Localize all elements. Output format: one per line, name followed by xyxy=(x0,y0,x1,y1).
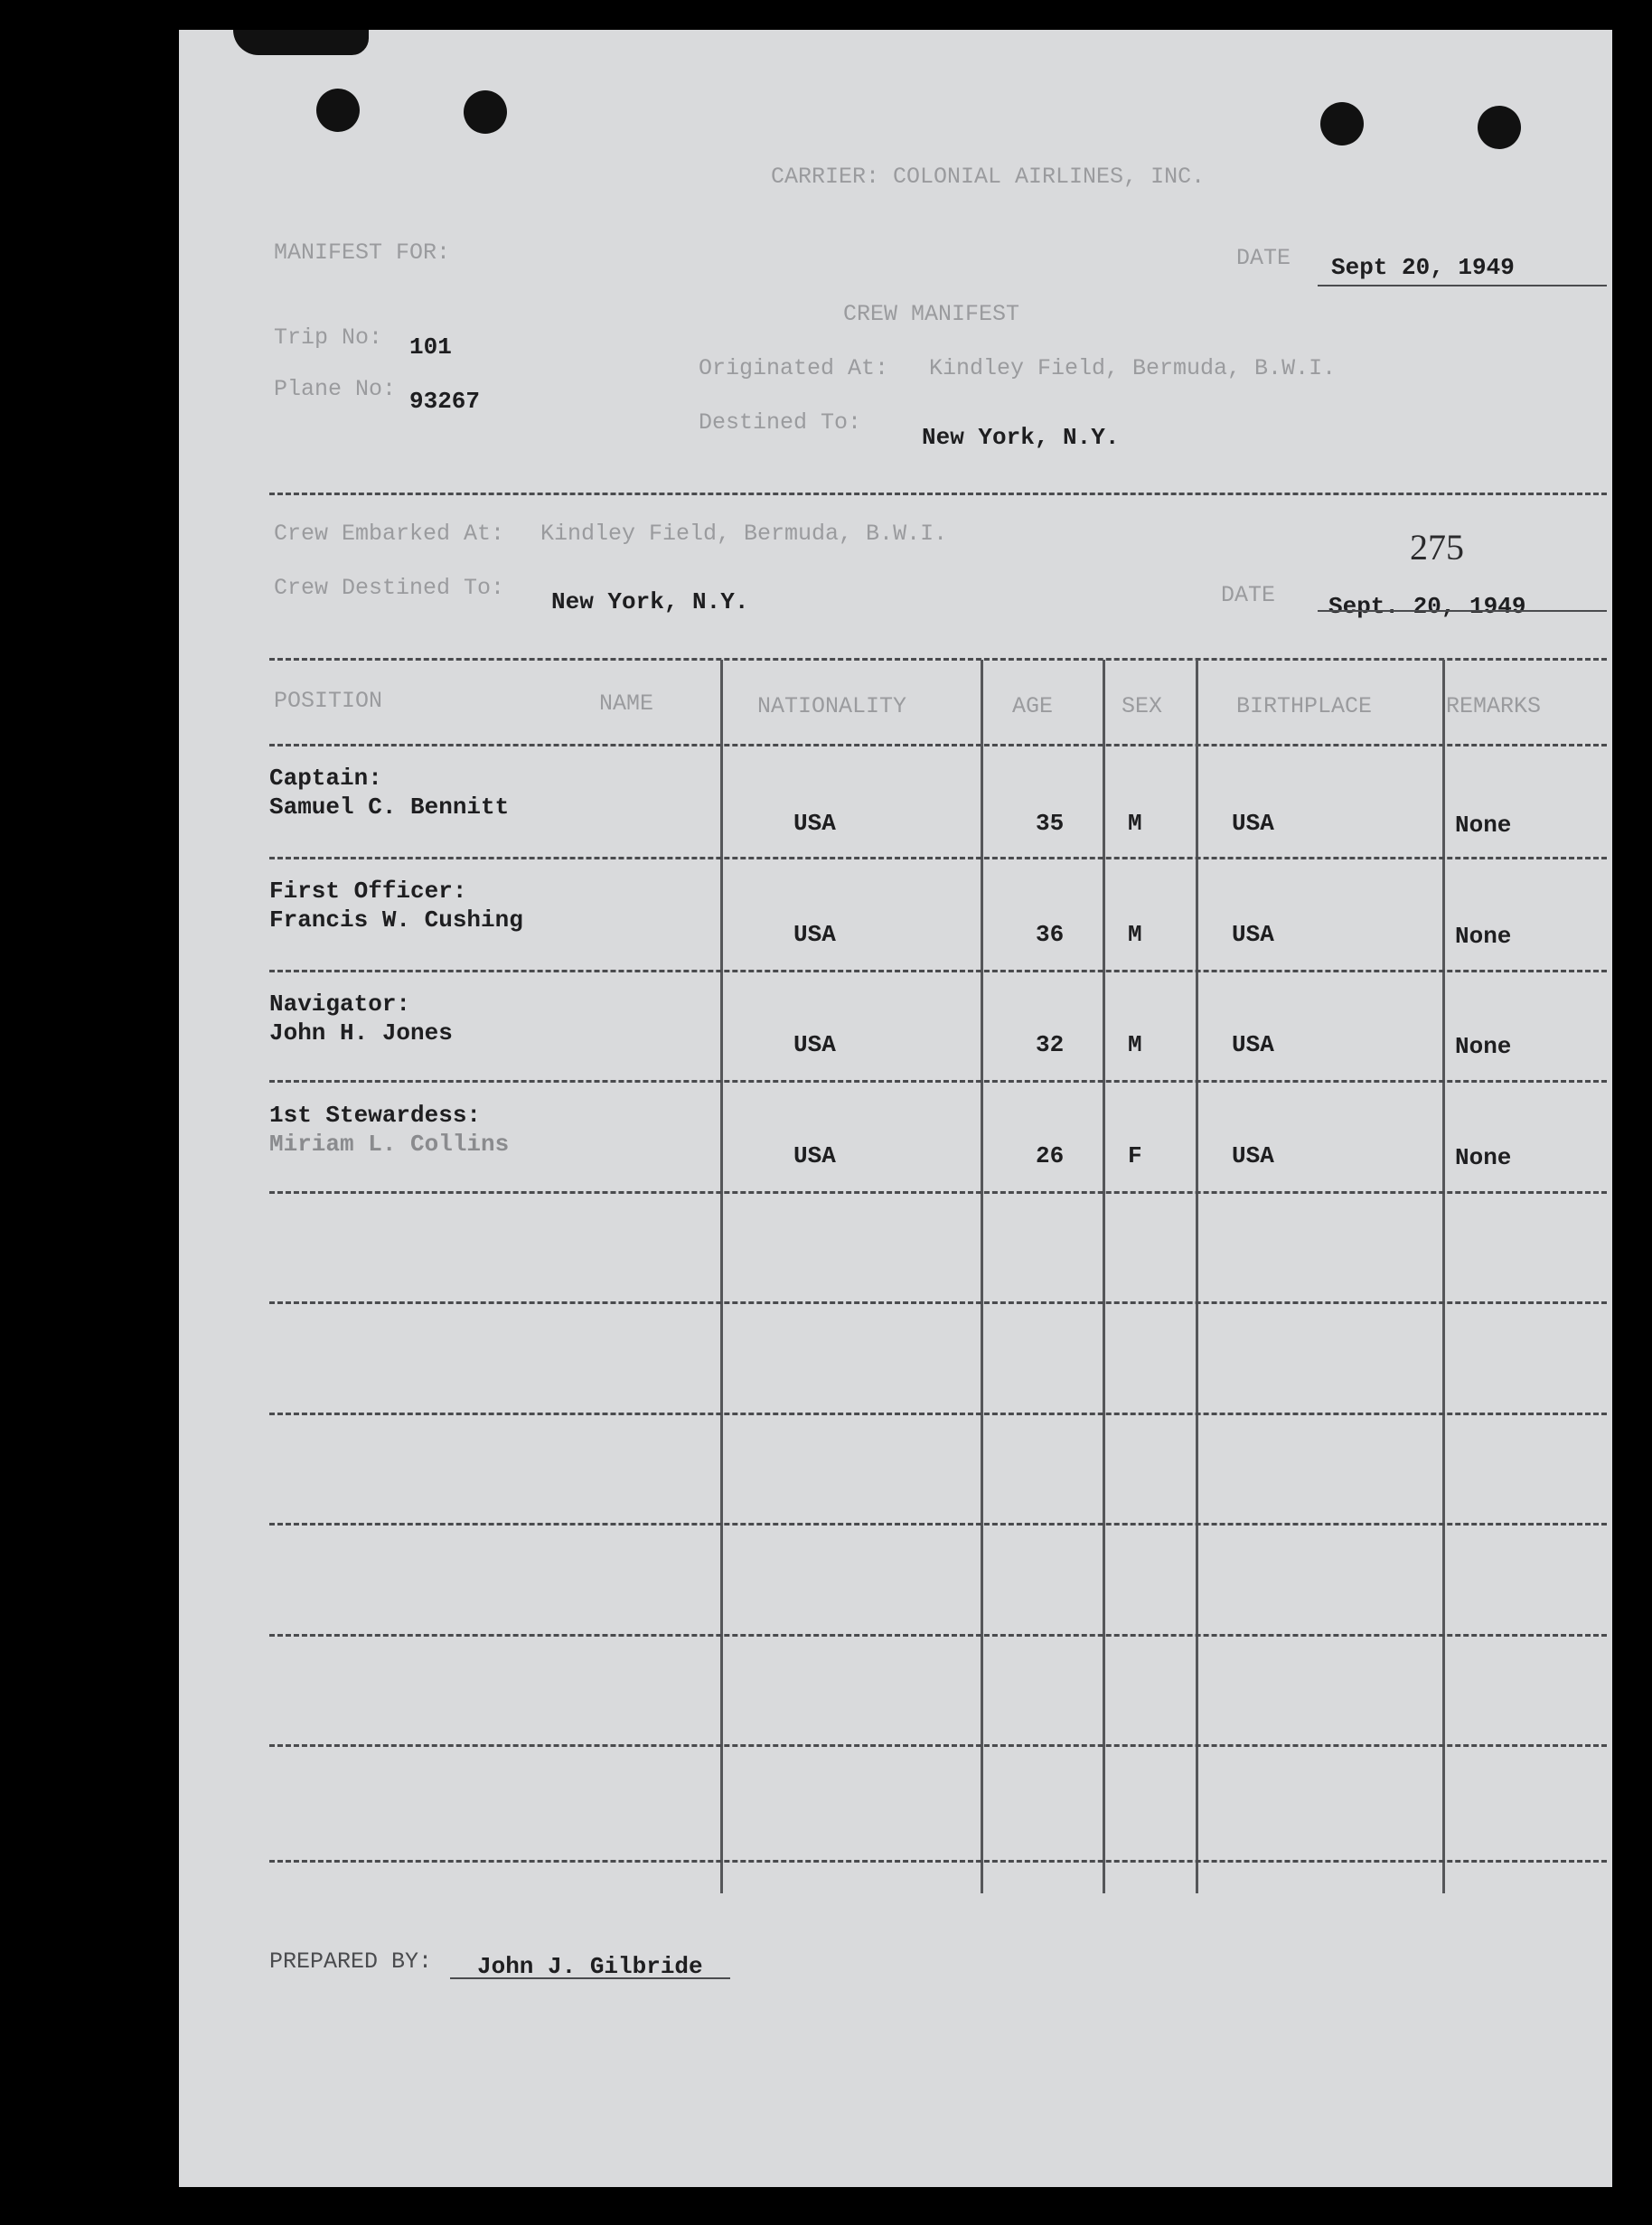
trip-label: Trip No: xyxy=(274,324,383,351)
carrier-line: CARRIER: COLONIAL AIRLINES, INC. xyxy=(771,164,1206,190)
destined-label: Destined To: xyxy=(699,409,862,436)
prepared-by-underline xyxy=(450,1977,730,1979)
row-position: 1st Stewardess: xyxy=(269,1102,482,1129)
row-nationality: USA xyxy=(793,1142,836,1169)
row-sex: M xyxy=(1128,810,1142,837)
row-divider xyxy=(269,1413,1607,1415)
destined-value: New York, N.Y. xyxy=(922,424,1120,451)
header-nationality: NATIONALITY xyxy=(757,693,907,719)
row-birthplace: USA xyxy=(1232,1142,1274,1169)
row-name: Miriam L. Collins xyxy=(269,1131,510,1158)
row-remarks: None xyxy=(1455,1033,1512,1060)
header-birthplace: BIRTHPLACE xyxy=(1236,693,1373,719)
column-rule xyxy=(981,660,983,1893)
date-value: Sept 20, 1949 xyxy=(1331,254,1515,281)
row-divider xyxy=(269,1301,1607,1304)
crew-destined-value: New York, N.Y. xyxy=(551,588,749,615)
column-rule xyxy=(1103,660,1105,1893)
prepared-by-label: PREPARED BY: xyxy=(269,1948,433,1975)
manifest-for-label: MANIFEST FOR: xyxy=(274,239,451,266)
crew-embarked-value: Kindley Field, Bermuda, B.W.I. xyxy=(540,521,948,547)
originated-label: Originated At: xyxy=(699,355,889,381)
row-name: Samuel C. Bennitt xyxy=(269,793,510,821)
header-remarks: REMARKS xyxy=(1446,693,1542,719)
crew-date-value: Sept. 20, 1949 xyxy=(1328,593,1526,620)
row-sex: M xyxy=(1128,1031,1142,1058)
row-remarks: None xyxy=(1455,923,1512,950)
row-age: 36 xyxy=(1036,921,1065,948)
row-position: First Officer: xyxy=(269,878,467,905)
row-divider xyxy=(269,857,1607,859)
punch-hole xyxy=(316,89,360,132)
row-sex: M xyxy=(1128,921,1142,948)
row-remarks: None xyxy=(1455,812,1512,839)
crew-date-underline xyxy=(1318,610,1607,612)
row-name: Francis W. Cushing xyxy=(269,906,523,934)
row-nationality: USA xyxy=(793,810,836,837)
row-birthplace: USA xyxy=(1232,1031,1274,1058)
row-divider xyxy=(269,1634,1607,1637)
row-name: John H. Jones xyxy=(269,1019,453,1047)
header-position: POSITION xyxy=(274,688,383,714)
punch-hole xyxy=(1320,102,1364,146)
row-position: Navigator: xyxy=(269,990,411,1018)
crew-embarked-label: Crew Embarked At: xyxy=(274,521,505,547)
crew-date-label: DATE xyxy=(1221,582,1276,608)
trip-value: 101 xyxy=(409,333,452,361)
row-divider xyxy=(269,1080,1607,1083)
divider xyxy=(269,493,1607,495)
page-number: 275 xyxy=(1410,527,1464,568)
column-rule xyxy=(1442,660,1445,1893)
row-divider xyxy=(269,970,1607,972)
column-rule xyxy=(1196,660,1198,1893)
table-header-border xyxy=(269,744,1607,746)
column-rule xyxy=(720,660,723,1893)
torn-edge xyxy=(233,30,369,55)
header-name: NAME xyxy=(599,690,654,717)
header-age: AGE xyxy=(1012,693,1054,719)
plane-label: Plane No: xyxy=(274,376,397,402)
row-divider xyxy=(269,1191,1607,1194)
row-age: 26 xyxy=(1036,1142,1065,1169)
originated-value: Kindley Field, Bermuda, B.W.I. xyxy=(929,355,1337,381)
punch-hole xyxy=(464,90,507,134)
date-label: DATE xyxy=(1236,245,1291,271)
manifest-document xyxy=(179,30,1612,2187)
row-age: 35 xyxy=(1036,810,1065,837)
header-sex: SEX xyxy=(1122,693,1163,719)
row-age: 32 xyxy=(1036,1031,1065,1058)
date-underline xyxy=(1318,285,1607,286)
row-sex: F xyxy=(1128,1142,1142,1169)
row-nationality: USA xyxy=(793,921,836,948)
row-birthplace: USA xyxy=(1232,921,1274,948)
crew-destined-label: Crew Destined To: xyxy=(274,575,505,601)
row-divider xyxy=(269,1744,1607,1747)
row-position: Captain: xyxy=(269,765,382,792)
row-birthplace: USA xyxy=(1232,810,1274,837)
row-remarks: None xyxy=(1455,1144,1512,1171)
plane-value: 93267 xyxy=(409,388,481,415)
table-bottom-border xyxy=(269,1860,1607,1863)
table-top-border xyxy=(269,658,1607,661)
punch-hole xyxy=(1478,106,1521,149)
manifest-title: CREW MANIFEST xyxy=(843,301,1020,327)
row-nationality: USA xyxy=(793,1031,836,1058)
row-divider xyxy=(269,1523,1607,1526)
prepared-by-value: John J. Gilbride xyxy=(477,1953,703,1980)
